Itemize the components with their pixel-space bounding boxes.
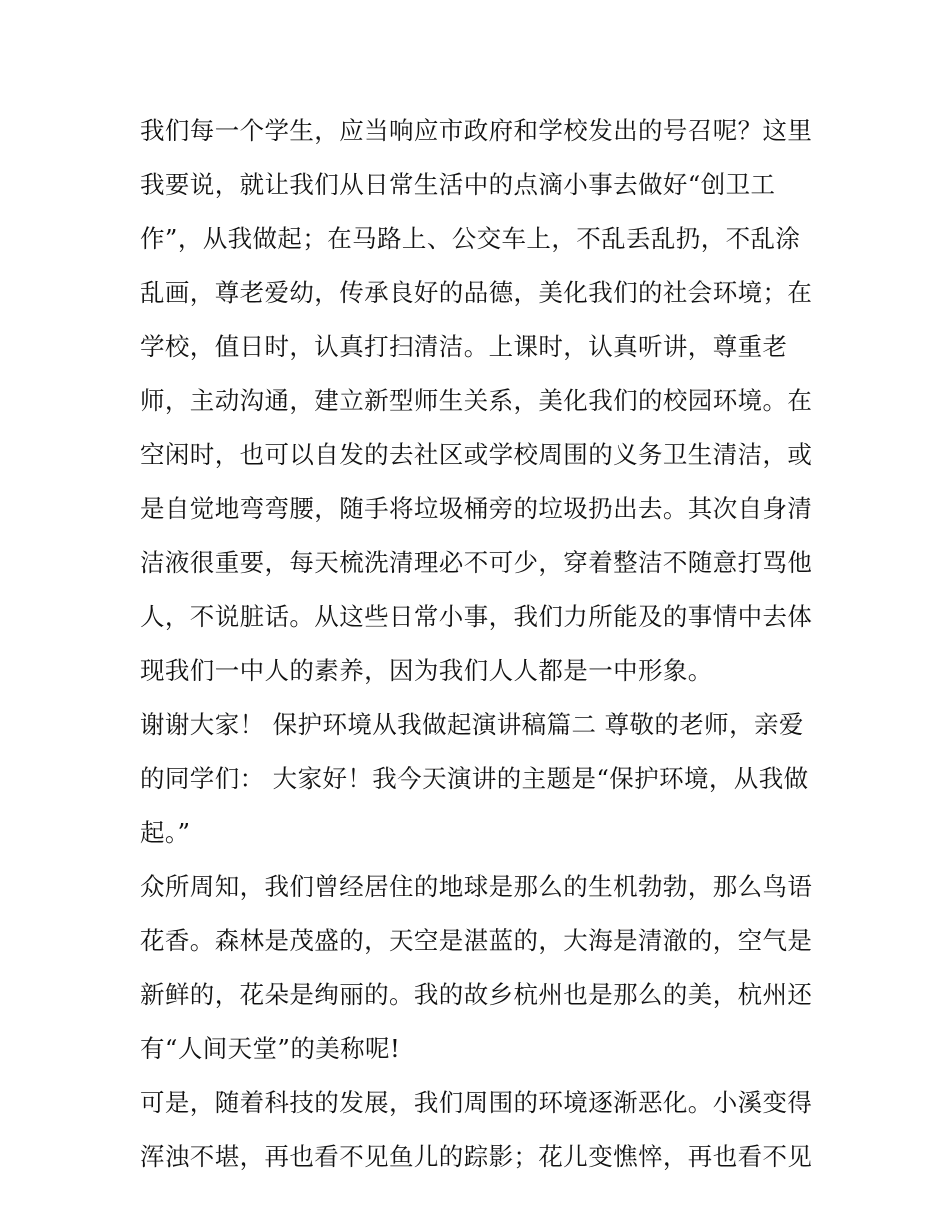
text-line: 众所周知，我们曾经居住的地球是那么的生机勃勃，那么鸟语 [140, 872, 813, 901]
text-line: 是自觉地弯弯腰，随手将垃圾桶旁的垃圾扔出去。其次自身清 [140, 494, 813, 523]
text-line: 洁液很重要，每天梳洗清理必不可少，穿着整洁不随意打骂他 [140, 548, 813, 577]
text-line: 有“人间天堂”的美称呢! [140, 1034, 401, 1063]
text-line: 我要说，就让我们从日常生活中的点滴小事去做好“创卫工 [140, 170, 776, 199]
text-line: 新鲜的，花朵是绚丽的。我的故乡杭州也是那么的美，杭州还 [140, 980, 813, 1009]
text-line: 空闲时，也可以自发的去社区或学校周围的义务卫生清洁，或 [140, 440, 813, 469]
text-line: 师，主动沟通，建立新型师生关系，美化我们的校园环境。在 [140, 386, 813, 415]
text-line: 乱画，尊老爱幼，传承良好的品德，美化我们的社会环境；在 [140, 278, 813, 307]
text-line: 起。” [140, 818, 191, 847]
text-line: 的同学们： 大家好！我今天演讲的主题是“保护环境，从我做 [140, 764, 809, 793]
text-line: 我们每一个学生，应当响应市政府和学校发出的号召呢？这里 [140, 116, 813, 145]
text-line: 作”，从我做起；在马路上、公交车上，不乱丢乱扔，不乱涂 [140, 224, 801, 253]
text-line: 学校，值日时，认真打扫清洁。上课时，认真听讲，尊重老 [140, 332, 788, 361]
text-line: 浑浊不堪，再也看不见鱼儿的踪影；花儿变憔悴，再也看不见 [140, 1142, 813, 1171]
text-line: 谢谢大家！ 保护环境从我做起演讲稿篇二 尊敬的老师，亲爱 [140, 710, 804, 739]
text-line: 现我们一中人的素养，因为我们人人都是一中形象。 [140, 656, 713, 685]
text-line: 可是，随着科技的发展，我们周围的环境逐渐恶化。小溪变得 [140, 1088, 813, 1117]
text-line: 花香。森林是茂盛的，天空是湛蓝的，大海是清澈的，空气是 [140, 926, 813, 955]
body-text [140, 104, 820, 1184]
text-line: 人，不说脏话。从这些日常小事，我们力所能及的事情中去体 [140, 602, 813, 631]
